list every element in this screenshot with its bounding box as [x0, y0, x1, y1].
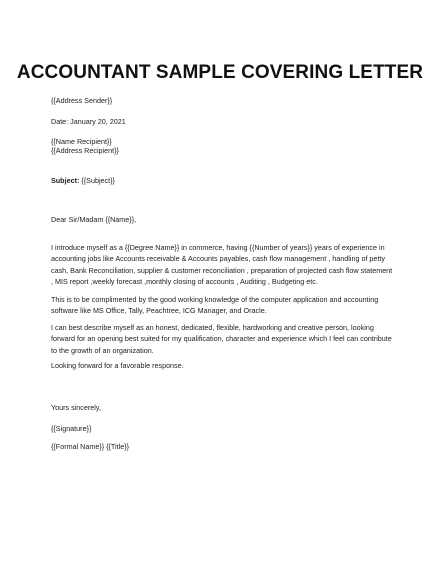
page-title: ACCOUNTANT SAMPLE COVERING LETTER: [16, 62, 424, 83]
name-recipient: {{Name Recipient}}: [51, 137, 112, 146]
subject-line: [51, 176, 115, 185]
formal-name-title: {{Formal Name}} {{Title}}: [51, 442, 130, 451]
closing: Yours sincerely,: [51, 403, 101, 412]
date-line: Date: January 20, 2021: [51, 117, 126, 126]
paragraph-experience: I introduce myself as a {{Degree Name}} in commerce, having {{Number of years}} years of experience in accounting jobs like Accounts receivable & Accounts payables, cash flow management , handling of petty cash, Bank Reconciliation, supplier & customer reconciliation , preparation of projected cash flow statement , MIS report ,weekly forecast ,monthly closing of accounts , Auditing , Budgeting etc.: [51, 243, 393, 286]
subject-label: Subject:: [51, 176, 80, 185]
salutation: Dear Sir/Madam {{Name}},: [51, 215, 137, 224]
address-recipient: {{Address Recipient}}: [51, 146, 119, 155]
signature: {{Signature}}: [51, 424, 92, 433]
subject-value: {{Subject}}: [79, 176, 115, 185]
paragraph-software: This is to be complimented by the good working knowledge of the computer application and accounting software like MS Office, Tally, Peachtree, ICG Manager, and Oracle.: [51, 295, 379, 316]
paragraph-closing-remark: Looking forward for a favorable response.: [51, 361, 184, 370]
paragraph-self-description: I can best describe myself as an honest, dedicated, flexible, hardworking and creative person, looking forward for an opening best suited for my qualification, character and experience which I feel can contribute to the growth of an organization.: [51, 323, 392, 355]
address-sender: {{Address Sender}}: [51, 96, 113, 105]
